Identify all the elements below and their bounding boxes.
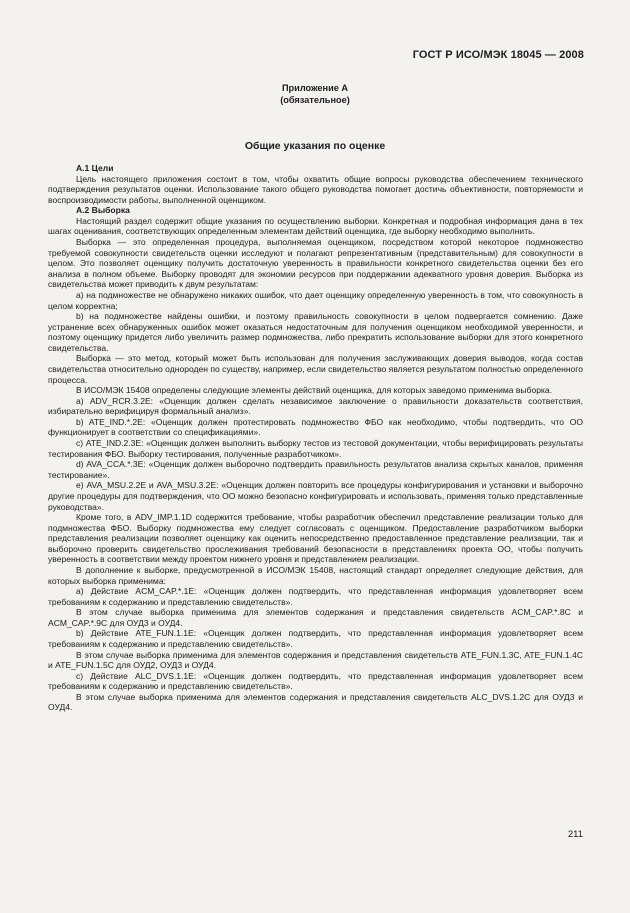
paragraph: d) AVA_CCA.*.3E: «Оценщик должен выборочно подтвердить правильность результатов анализа скрытых каналов, применяя тестирование». bbox=[48, 459, 583, 480]
paragraph: Выборка — это метод, который может быть использован для получения заслуживающих доверия выводов, когда состав свидетельства относительно однороден по существу, например, если свидетельство является результатом полностью определенного процесса. bbox=[48, 353, 583, 385]
paragraph: а) Действие ACM_CAP.*.1E: «Оценщик должен подтвердить, что представленная информация удовлетворяет всем требованиям к содержанию и представлению свидетельств». bbox=[48, 586, 583, 607]
standard-code: ГОСТ Р ИСО/МЭК 18045 — 2008 bbox=[412, 49, 584, 61]
paragraph: В этом случае выборка применима для элементов содержания и представления свидетельств ALC_DVS.1.2C для ОУД3 и ОУД4. bbox=[48, 691, 583, 713]
paragraph: Кроме того, в ADV_IMP.1.1D содержится требование, чтобы разработчик обеспечил представление реализации только для подмножества ФБО. Выборку подмножества ему следует согласовать с оценщиком. Предоставление разработчиком выборки представления реализации позволяет оценщику как оценить непосредственно предоставленное представление реализации, так и выборочно проверить свидетельство прослеживания требований безопасности в представлениях проекта ОО, чтобы получить уверенность в соответствии между проектом нижнего уровня и представлением реализации. bbox=[48, 512, 583, 565]
paragraph: Выборка — это определенная процедура, выполняемая оценщиком, посредством которой некоторое подмножество требуемой совокупности свидетельств оценки исследуют и полагают репрезентативным (представительным) для совокупности в целом. Это позволяет оценщику получить достаточную уверенность в правильности конкретного свидетельства оценки без его анализа в полном объеме. Выборку проводят для экономии ресурсов при поддержании адекватного уровня доверия. Выборка из свидетельства может приводить к двум результатам: bbox=[48, 237, 583, 290]
paragraph: В дополнение к выборке, предусмотренной в ИСО/МЭК 15408, настоящий стандарт определяет следующие действия, для которых выборка применима: bbox=[48, 564, 583, 586]
paragraph: В этом случае выборка применима для элементов содержания и представления свидетельств ACM_CAP.*.8C и ACM_CAP.*.9C для ОУД3 и ОУД4. bbox=[48, 607, 583, 628]
paragraph: а) ADV_RCR.3.2E: «Оценщик должен сделать независимое заключение о правильности доказательств соответствия, избирательно верифицируя формальный анализ». bbox=[48, 395, 583, 417]
page-number: 211 bbox=[567, 829, 583, 840]
section-heading: А.2 Выборка bbox=[76, 205, 130, 216]
paragraph: с) ATE_IND.2.3E: «Оценщик должен выполнить выборку тестов из тестовой документации, чтобы верифицировать результаты тестирования ФБО. Выборку тестирования, полученные разработчиком». bbox=[48, 438, 583, 459]
annex-title: Приложение А bbox=[281, 83, 349, 93]
paragraph: е) AVA_MSU.2.2E и AVA_MSU.3.2E: «Оценщик должен повторить все процедуры конфигурирования и установки и выборочно другие процедуры для подтверждения, что ОО можно безопасно конфигурировать и использовать, применяя только представленные руководства». bbox=[48, 480, 583, 512]
annex-status: (обязательное) bbox=[280, 95, 350, 105]
section-title: Общие указания по оценке bbox=[244, 140, 386, 152]
paragraph: Настоящий раздел содержит общие указания по осуществлению выборки. Конкретная и подробная информация дана в тех шагах оценивания, соответствующих определенным элементам действий оценщика, где выборку необходимо выполнить. bbox=[48, 215, 583, 237]
section-heading: А.1 Цели bbox=[76, 163, 114, 173]
paragraph: b) ATE_IND.*.2E: «Оценщик должен протестировать подмножество ФБО как необходимо, чтобы подтвердить, что ОО функционирует в соответствии со спецификациями». bbox=[48, 416, 583, 438]
paragraph: В ИСО/МЭК 15408 определены следующие элементы действий оценщика, для которых заведомо применима выборка. bbox=[76, 385, 553, 396]
paragraph: а) на подмножестве не обнаружено никаких ошибок, что дает оценщику определенную уверенность в том, что совокупность в целом корректна; bbox=[48, 289, 583, 311]
annex-heading bbox=[0, 82, 630, 106]
paragraph: В этом случае выборка применима для элементов содержания и представления свидетельств ATE_FUN.1.3C, ATE_FUN.1.4C и ATE_FUN.1.5C для ОУД2, ОУД3 и ОУД4. bbox=[48, 649, 583, 671]
paragraph: b) на подмножестве найдены ошибки, и поэтому правильность совокупности в целом подвергается сомнению. Даже устранение всех обнаруженных ошибок может оказаться недостаточным для получения оценщиком необходимой уверенности, и поэтому оценщику придется либо увеличить размер подмножества, либо прекратить использование выборки для этого конкретного свидетельства. bbox=[48, 311, 583, 353]
document-body bbox=[48, 163, 583, 713]
paragraph: Цель настоящего приложения состоит в том, чтобы охватить общие вопросы руководства обеспечением технического подтверждения результатов оценки. Использование такого общего руководства помогает достичь объективности, повторяемости и воспроизводимости работы, выполненной оценщиком. bbox=[48, 173, 583, 205]
paragraph: b) Действие ATE_FUN.1.1E: «Оценщик должен подтвердить, что представленная информация удовлетворяет всем требованиям к содержанию и представлению свидетельств». bbox=[48, 628, 583, 650]
paragraph: с) Действие ALC_DVS.1.1E: «Оценщик должен подтвердить, что представленная информация удовлетворяет всем требованиям к содержанию и представлению свидетельств». bbox=[48, 670, 583, 692]
